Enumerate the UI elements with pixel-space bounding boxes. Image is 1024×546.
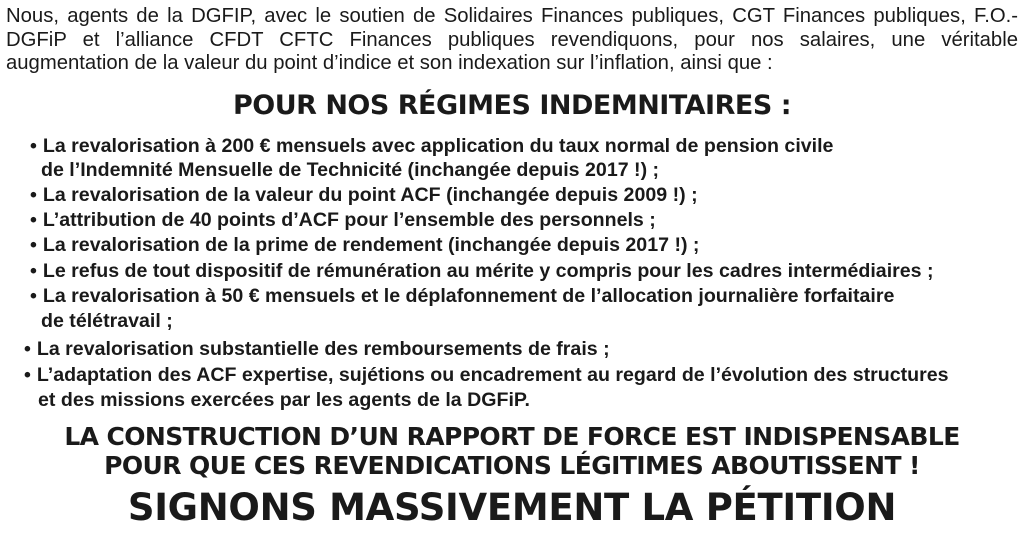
demand-text: L’attribution de 40 points d’ACF pour l’ensemble des personnels ;	[42, 209, 656, 231]
demand-text: La revalorisation à 200 € mensuels avec application du taux normal de pension civile	[42, 135, 834, 157]
slogan-line-1: LA CONSTRUCTION D’UN RAPPORT DE FORCE EST INDISPENSABLE	[64, 422, 960, 451]
demand-text: La revalorisation substantielle des remboursements de frais ;	[36, 338, 610, 360]
demand-line	[30, 259, 934, 283]
bullet-icon: •	[30, 285, 37, 307]
bullet-icon: •	[30, 234, 37, 256]
bullet-icon: •	[30, 260, 37, 282]
bullet-icon: •	[24, 364, 31, 386]
demand-line	[30, 284, 894, 308]
slogan-line-2: POUR QUE CES REVENDICATIONS LÉGITIMES ABOUTISSENT !	[104, 451, 920, 480]
demand-line	[30, 134, 833, 158]
bullet-icon: •	[30, 135, 37, 157]
bullet-icon: •	[24, 338, 31, 360]
demand-line	[24, 337, 610, 361]
section-heading: POUR NOS RÉGIMES INDEMNITAIRES :	[232, 90, 791, 121]
demand-continuation: de l’Indemnité Mensuelle de Technicité (inchangée depuis 2017 !) ;	[41, 159, 660, 181]
demand-text: La revalorisation de la valeur du point ACF (inchangée depuis 2009 !) ;	[42, 184, 698, 206]
call-to-action-heading: SIGNONS MASSIVEMENT LA PÉTITION	[127, 486, 897, 529]
intro-paragraph: Nous, agents de la DGFIP, avec le soutien de Solidaires Finances publiques, CGT Finances publiques, F.O.-DGFiP et l’alliance CFDT CFTC Finances publiques revendiquons, pour nos salaires, une véritable augmentation de la valeur du point d’indice et son indexation sur l’inflation, ainsi que :	[6, 5, 1018, 74]
demand-line	[30, 208, 656, 232]
demand-continuation: et des missions exercées par les agents de la DGFiP.	[38, 389, 530, 411]
demand-text: La revalorisation de la prime de rendement (inchangée depuis 2017 !) ;	[42, 234, 700, 256]
bullet-icon: •	[30, 209, 37, 231]
demand-text: La revalorisation à 50 € mensuels et le déplafonnement de l’allocation journalière forfaitaire	[42, 285, 895, 307]
demand-continuation: de télétravail ;	[41, 310, 173, 332]
demand-text: Le refus de tout dispositif de rémunération au mérite y compris pour les cadres intermédiaires ;	[42, 260, 934, 282]
demand-line	[24, 363, 949, 387]
demand-line	[30, 233, 699, 257]
bullet-icon: •	[30, 184, 37, 206]
demand-line	[30, 183, 698, 207]
demand-text: L’adaptation des ACF expertise, sujétions ou encadrement au regard de l’évolution des structures	[36, 364, 949, 386]
